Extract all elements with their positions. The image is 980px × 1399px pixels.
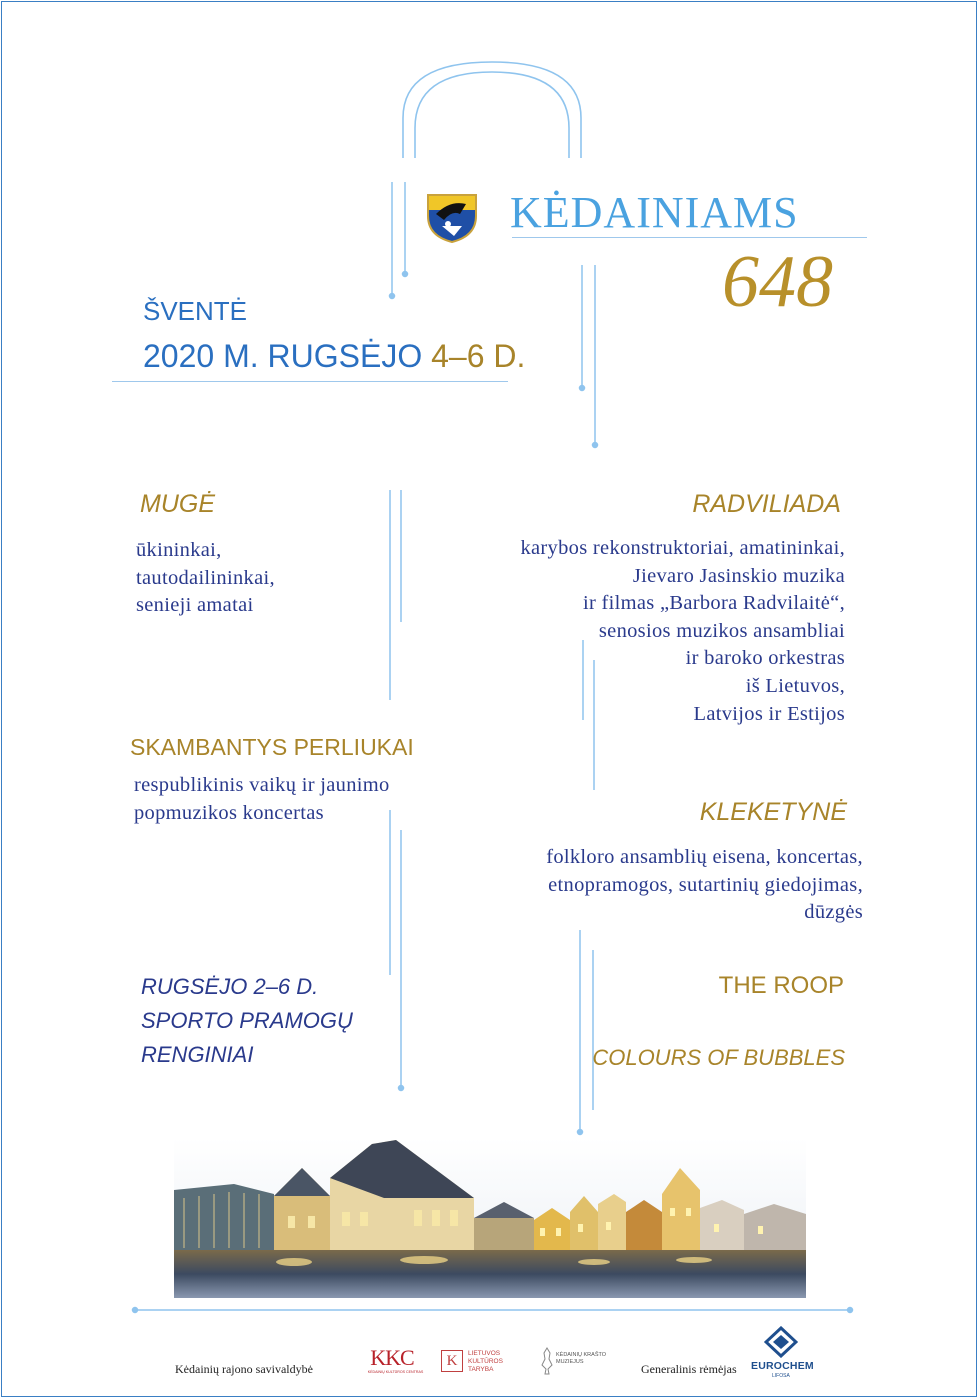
muge-text	[136, 537, 275, 620]
radviliada-text	[520, 535, 845, 728]
sponsor-logo-sub: LIFOSA	[772, 1373, 790, 1379]
radviliada-heading: RADVILIADA	[692, 490, 841, 518]
council-logo-text	[468, 1350, 503, 1374]
date-days: 4–6 D.	[431, 338, 526, 374]
eurochem-logo-icon	[764, 1326, 798, 1358]
council-logo-icon: K	[441, 1350, 463, 1372]
town-square-photo	[174, 1138, 806, 1298]
date-prefix: 2020 M. RUGSĖJO	[143, 338, 432, 374]
date-underline	[112, 381, 508, 382]
text-line: folkloro ansamblių eisena, koncertas,	[546, 846, 863, 868]
museum-logo-text	[556, 1352, 606, 1366]
text-line: Jievaro Jasinskio muzika	[632, 564, 845, 587]
sponsor-label: Generalinis rėmėjas	[641, 1362, 737, 1376]
kleketyne-text	[546, 844, 863, 927]
municipality-label: Kėdainių rajono savivaldybė	[175, 1362, 313, 1376]
anniversary-number: 648	[722, 241, 833, 323]
performer-the-roop: THE ROOP	[718, 972, 844, 999]
text-line: popmuzikos koncertas	[134, 801, 324, 824]
text-line: senieji amatai	[136, 594, 254, 617]
sport-line: RUGSĖJO 2–6 D.	[141, 974, 319, 999]
event-date	[143, 338, 525, 375]
museum-logo-icon	[541, 1347, 553, 1375]
museum-line: KĖDAINIŲ KRAŠTO	[556, 1352, 607, 1358]
text-line: senosios muzikos ansambliai	[598, 619, 845, 642]
sport-line: SPORTO PRAMOGŲ	[141, 1008, 353, 1033]
muge-heading: MUGĖ	[140, 490, 215, 518]
kkc-logo-sub: KĖDAINIŲ KULTŪROS CENTRAS	[367, 1369, 424, 1374]
kkc-logo-text: KKC	[370, 1345, 414, 1370]
text-line: Latvijos ir Estijos	[693, 702, 845, 725]
text-line: respublikinis vaikų ir jaunimo	[134, 774, 390, 796]
kkc-logo	[365, 1345, 424, 1374]
event-label: ŠVENTĖ	[143, 296, 248, 326]
sponsor-logo-text: EUROCHEM	[751, 1360, 814, 1372]
title-underline	[512, 237, 867, 238]
performer-colours-of-bubbles: COLOURS OF BUBBLES	[592, 1045, 845, 1070]
text-line: dūzgės	[804, 901, 863, 924]
text-line: ir filmas „Barbora Radvilaitė“,	[582, 592, 845, 615]
sport-line: RENGINIAI	[141, 1042, 254, 1067]
kleketyne-heading: KLEKETYNĖ	[699, 798, 847, 826]
sport-block	[141, 970, 353, 1072]
main-title: KĖDAINIAMS	[510, 188, 799, 237]
text-line: etnopramogos, sutartinių giedojimas,	[548, 873, 863, 896]
coat-of-arms-icon	[424, 192, 480, 244]
text-line: ir baroko orkestras	[685, 647, 845, 670]
council-line: KULTŪROS	[468, 1358, 503, 1365]
council-line: TARYBA	[468, 1366, 494, 1373]
text-line: ūkininkai,	[136, 539, 222, 561]
council-line: LIETUVOS	[468, 1350, 501, 1357]
text-line: karybos rekonstruktoriai, amatininkai,	[520, 537, 845, 559]
text-line: tautodailininkai,	[136, 566, 275, 589]
museum-line: MUZIEJUS	[556, 1359, 584, 1365]
text-line: iš Lietuvos,	[745, 674, 845, 697]
perliukai-heading: SKAMBANTYS PERLIUKAI	[130, 734, 414, 760]
perliukai-text	[134, 772, 390, 827]
